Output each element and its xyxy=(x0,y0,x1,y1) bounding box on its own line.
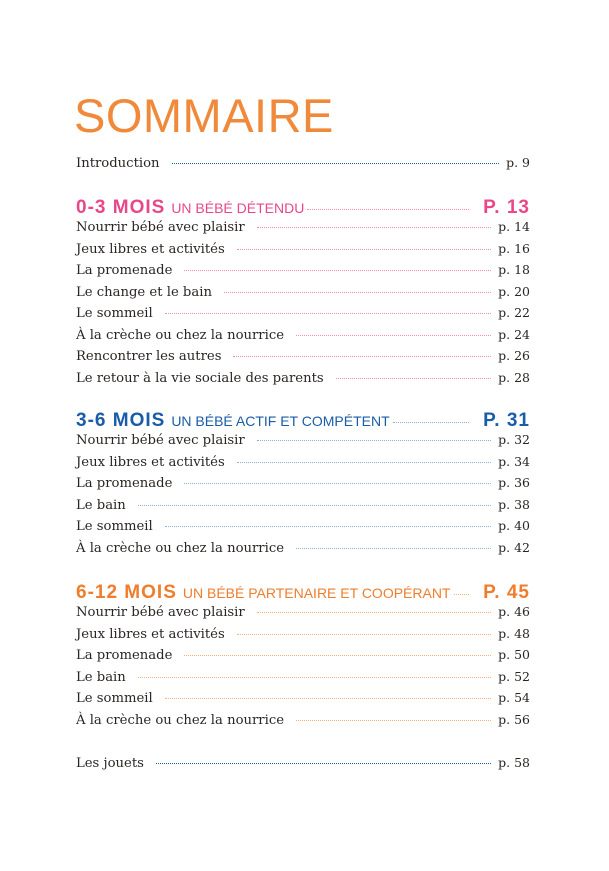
entry-page: p. 38 xyxy=(498,496,530,512)
page-title: SOMMAIRE xyxy=(74,89,334,142)
entry-label: Le bain xyxy=(76,669,126,685)
dot-leader xyxy=(184,483,491,484)
entry-label: Nourrir bébé avec plaisir xyxy=(76,605,245,620)
dot-leader xyxy=(257,227,491,228)
section-page: P. 31 xyxy=(483,410,530,431)
entry-label: Jeux libres et activités xyxy=(76,241,225,257)
entry-label: Les jouets xyxy=(76,756,144,771)
entry-page: p. 36 xyxy=(498,475,530,490)
dot-leader xyxy=(138,505,491,506)
toc-entry[interactable] xyxy=(76,540,530,560)
dot-leader xyxy=(296,720,491,721)
dot-leader xyxy=(237,462,491,463)
dot-leader xyxy=(224,292,491,293)
entry-page: p. 50 xyxy=(498,647,530,662)
toc-entry[interactable] xyxy=(76,669,530,689)
entry-page: p. 22 xyxy=(498,305,530,320)
entry-page: p. 20 xyxy=(498,283,530,299)
entry-page: p. 24 xyxy=(498,326,530,342)
entry-label: La promenade xyxy=(76,648,173,663)
entry-label: À la crèche ou chez la nourrice xyxy=(76,540,285,556)
toc-entry[interactable] xyxy=(76,432,530,452)
section-subtitle: UN BÉBÉ DÉTENDU xyxy=(171,200,305,216)
entry-page: p. 34 xyxy=(498,453,530,469)
entry-page: p. 18 xyxy=(498,262,530,277)
section-range: 3-6 MOIS xyxy=(76,410,166,431)
entry-label: Nourrir bébé avec plaisir xyxy=(76,433,245,448)
entry-label: Nourrir bébé avec plaisir xyxy=(76,220,245,235)
dot-leader xyxy=(257,440,491,441)
entry-page: p. 58 xyxy=(498,755,530,770)
toc-entry-introduction[interactable] xyxy=(76,155,530,175)
dot-leader xyxy=(237,249,491,250)
section-range: 6-12 MOIS xyxy=(76,582,177,603)
toc-entry[interactable] xyxy=(76,370,530,390)
dot-leader xyxy=(138,677,491,678)
entry-label: Jeux libres et activités xyxy=(76,454,225,470)
entry-label: Introduction xyxy=(76,156,160,171)
entry-page: p. 56 xyxy=(498,711,530,727)
toc-entry[interactable] xyxy=(76,712,530,732)
entry-label: La promenade xyxy=(76,263,173,278)
toc-entry[interactable] xyxy=(76,626,530,646)
toc-entry[interactable] xyxy=(76,219,530,239)
dot-leader xyxy=(296,548,491,549)
toc-entry[interactable] xyxy=(76,327,530,347)
dot-leader xyxy=(296,335,491,336)
section-subtitle: UN BÉBÉ ACTIF ET COMPÉTENT xyxy=(171,413,390,429)
section-header[interactable] xyxy=(76,582,530,602)
dot-leader xyxy=(307,209,469,210)
entry-label: Le change et le bain xyxy=(76,284,212,300)
entry-page: p. 26 xyxy=(498,348,530,363)
toc-entry[interactable] xyxy=(76,284,530,304)
entry-label: Rencontrer les autres xyxy=(76,349,222,364)
toc-entry[interactable] xyxy=(76,518,530,538)
entry-label: Jeux libres et activités xyxy=(76,626,225,642)
dot-leader xyxy=(156,763,491,764)
dot-leader xyxy=(454,594,470,595)
entry-label: Le bain xyxy=(76,497,126,513)
toc-entry[interactable] xyxy=(76,690,530,710)
dot-leader xyxy=(393,422,469,423)
entry-page: p. 14 xyxy=(498,219,530,234)
entry-label: Le retour à la vie sociale des parents xyxy=(76,370,324,386)
dot-leader xyxy=(172,163,500,164)
toc-entry-les-jouets[interactable] xyxy=(76,755,530,775)
dot-leader xyxy=(165,698,491,699)
entry-label: La promenade xyxy=(76,476,173,491)
toc-entry[interactable] xyxy=(76,262,530,282)
toc-entry[interactable] xyxy=(76,454,530,474)
section-header[interactable] xyxy=(76,197,530,217)
entry-page: p. 52 xyxy=(498,668,530,684)
toc-entry[interactable] xyxy=(76,305,530,325)
toc-entry[interactable] xyxy=(76,647,530,667)
toc-entry[interactable] xyxy=(76,497,530,517)
section-page: P. 45 xyxy=(483,582,530,603)
dot-leader xyxy=(237,634,491,635)
dot-leader xyxy=(165,313,491,314)
section-page: P. 13 xyxy=(483,197,530,218)
dot-leader xyxy=(336,378,491,379)
dot-leader xyxy=(184,655,491,656)
toc-entry[interactable] xyxy=(76,241,530,261)
dot-leader xyxy=(233,356,491,357)
section-subtitle: UN BÉBÉ PARTENAIRE ET COOPÉRANT xyxy=(182,585,451,601)
section-header[interactable] xyxy=(76,410,530,430)
entry-page: p. 32 xyxy=(498,432,530,447)
entry-page: p. 54 xyxy=(498,690,530,705)
entry-label: Le sommeil xyxy=(76,691,153,706)
entry-page: p. 46 xyxy=(498,604,530,619)
entry-label: Le sommeil xyxy=(76,306,153,321)
toc-entry[interactable] xyxy=(76,604,530,624)
entry-label: Le sommeil xyxy=(76,519,153,534)
entry-label: À la crèche ou chez la nourrice xyxy=(76,327,285,343)
toc-entry[interactable] xyxy=(76,348,530,368)
entry-page: p. 16 xyxy=(498,240,530,256)
entry-page: p. 28 xyxy=(498,369,530,385)
entry-page: p. 42 xyxy=(498,539,530,555)
dot-leader xyxy=(165,526,491,527)
dot-leader xyxy=(257,612,491,613)
toc-entry[interactable] xyxy=(76,475,530,495)
entry-page: p. 40 xyxy=(498,518,530,533)
entry-label: À la crèche ou chez la nourrice xyxy=(76,712,285,728)
section-range: 0-3 MOIS xyxy=(76,197,166,218)
dot-leader xyxy=(184,270,491,271)
entry-page: p. 48 xyxy=(498,625,530,641)
entry-page: p. 9 xyxy=(506,155,530,170)
